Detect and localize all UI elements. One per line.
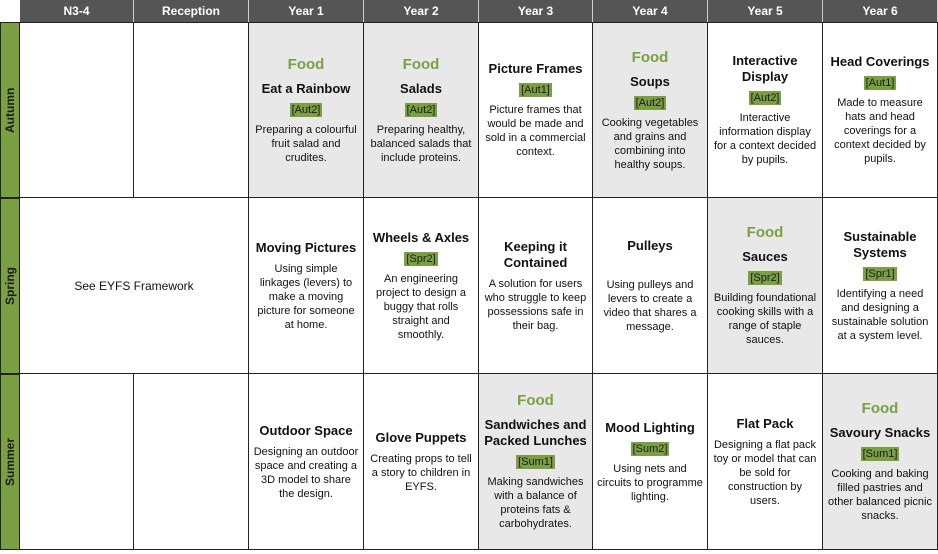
summer-year-3-cell (479, 374, 593, 550)
unit-description: Identifying a need and designing a sustainable solution at a system level. (831, 287, 929, 342)
unit-description: Cooking vegetables and grains and combining into healthy soups. (601, 116, 699, 171)
unit-description: Picture frames that would be made and sold in a commercial context. (485, 104, 586, 158)
header-n3-4: N3-4 (20, 0, 134, 22)
unit-description: Preparing healthy, balanced salads that include proteins. (370, 123, 472, 164)
corner-cell (0, 0, 20, 22)
unit-code: [Aut1] (865, 77, 895, 89)
food-label: Food (287, 55, 325, 73)
autumn-year-3-cell (479, 22, 593, 198)
unit-code: [Sum1] (862, 448, 898, 460)
autumn-year-1-cell (249, 22, 364, 198)
summer-year-1-cell (249, 374, 364, 550)
spring-eyfs-cell (20, 198, 249, 374)
spring-year-5-cell (708, 198, 823, 374)
term-summer: Summer (0, 374, 20, 550)
unit-title: Wheels & Axles (372, 229, 470, 245)
food-label: Food (631, 48, 669, 66)
autumn-year-5-cell (708, 22, 823, 198)
spring-year-2-cell (364, 198, 479, 374)
food-label: Food (517, 392, 554, 409)
unit-title: Sandwiches and Packed Lunches (484, 417, 587, 448)
unit-title: Sauces (742, 249, 788, 264)
unit-title: Glove Puppets (375, 429, 467, 445)
unit-title: Flat Pack (736, 415, 794, 431)
unit-code: [Spr2] (406, 252, 436, 265)
unit-code: [Aut2] (750, 92, 780, 104)
unit-title: Eat a Rainbow (261, 80, 351, 96)
autumn-reception-cell (134, 22, 249, 198)
unit-title: Interactive Display (732, 53, 798, 84)
unit-code: [Spr2] (750, 272, 780, 284)
unit-description: Interactive information display for a context decided by pupils. (713, 112, 817, 166)
autumn-year-6-cell (823, 22, 938, 198)
header-year-6: Year 6 (823, 0, 938, 22)
unit-description: Preparing a colourful fruit salad and crudites. (255, 123, 357, 164)
unit-code: [Aut2] (635, 96, 665, 109)
summer-n3-4-cell (20, 374, 134, 550)
unit-code: [Sum2] (632, 442, 668, 455)
unit-code: [Sum1] (518, 456, 553, 468)
unit-description: Making sandwiches with a balance of proteins fats & carbohydrates. (487, 476, 584, 530)
summer-year-2-cell (364, 374, 479, 550)
spring-year-3-cell (479, 198, 593, 374)
summer-year-5-cell (708, 374, 823, 550)
autumn-year-2-cell (364, 22, 479, 198)
unit-description: Building foundational cooking skills with a range of staple sauces. (713, 292, 817, 346)
header-year-3: Year 3 (479, 0, 593, 22)
unit-title: Picture Frames (488, 61, 583, 76)
unit-description: Using nets and circuits to programme lighting. (597, 462, 703, 503)
unit-description: Using simple linkages (levers) to make a moving picture for someone at home. (257, 262, 355, 331)
summer-reception-cell (134, 374, 249, 550)
unit-title: Head Coverings (830, 54, 930, 69)
spring-year-4-cell (593, 198, 708, 374)
spring-year-6-cell (823, 198, 938, 374)
spring-year-1-cell (249, 198, 364, 374)
unit-description: Designing an outdoor space and creating a 3D model to share the design. (253, 445, 359, 500)
unit-description: Made to measure hats and head coverings for a context decided by pupils. (834, 97, 926, 165)
unit-title: Sustainable Systems (843, 228, 917, 260)
unit-code: [Aut2] (291, 103, 321, 116)
unit-title: Savoury Snacks (829, 425, 931, 440)
food-label: Food (861, 400, 899, 417)
food-label: Food (746, 224, 784, 241)
food-label: Food (402, 55, 440, 73)
summer-year-4-cell (593, 374, 708, 550)
unit-code: [Aut1] (521, 84, 550, 96)
unit-title: Pulleys (627, 237, 673, 253)
autumn-n3-4-cell (20, 22, 134, 198)
header-year-1: Year 1 (249, 0, 364, 22)
term-autumn: Autumn (0, 22, 20, 198)
summer-year-6-cell (823, 374, 938, 550)
unit-code: [Aut2] (406, 103, 436, 116)
unit-title: Salads (400, 80, 442, 96)
header-year-5: Year 5 (708, 0, 823, 22)
unit-description: Cooking and baking filled pastries and other balanced picnic snacks. (828, 468, 932, 522)
unit-description: An engineering project to design a buggy that rolls straight and smoothly. (376, 272, 466, 341)
unit-title: Moving Pictures (255, 239, 357, 255)
unit-description: Designing a flat pack toy or model that can be sold for construction by users. (713, 438, 817, 507)
unit-title: Soups (630, 73, 670, 89)
header-reception: Reception (134, 0, 249, 22)
term-spring: Spring (0, 198, 20, 374)
unit-description: A solution for users who struggle to keep possessions safe in their bag. (484, 277, 587, 332)
header-year-2: Year 2 (364, 0, 479, 22)
autumn-year-4-cell (593, 22, 708, 198)
eyfs-note: See EYFS Framework (74, 278, 194, 293)
unit-description: Using pulleys and levers to create a video that shares a message. (603, 278, 697, 333)
header-year-4: Year 4 (593, 0, 708, 22)
unit-title: Mood Lighting (605, 419, 695, 435)
unit-code: [Spr1] (865, 267, 895, 280)
unit-title: Outdoor Space (259, 422, 353, 438)
unit-title: Keeping it Contained (503, 238, 568, 270)
unit-description: Creating props to tell a story to children in EYFS. (370, 452, 472, 493)
